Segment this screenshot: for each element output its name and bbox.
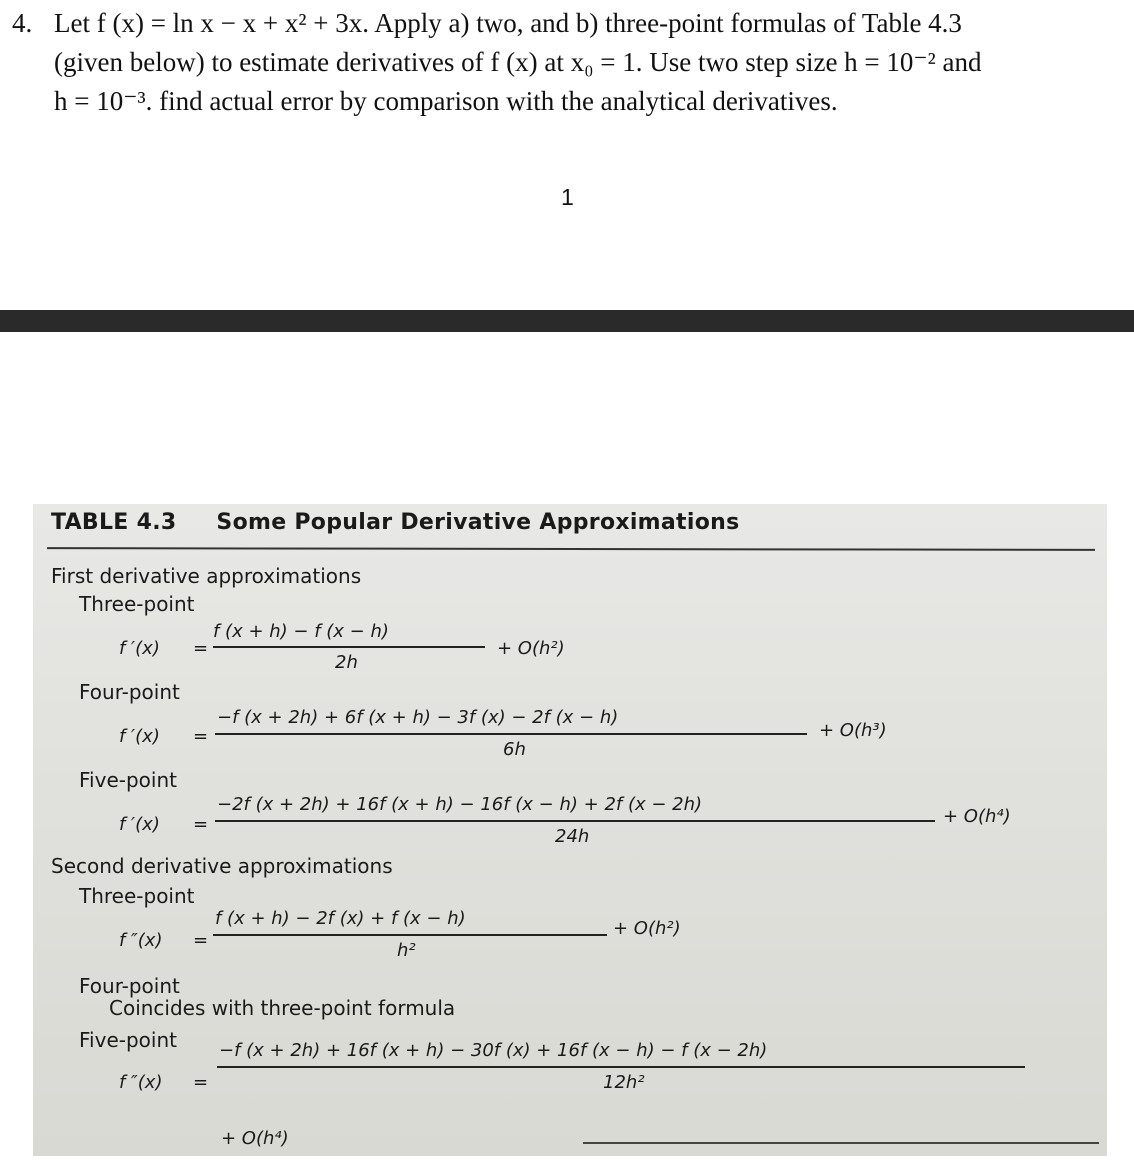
first-five-point-label: Five-point <box>79 768 177 792</box>
first-four-point-equals: = <box>193 726 209 747</box>
first-five-point-numerator: −2f (x + 2h) + 16f (x + h) − 16f (x − h) + 2f (x − 2h) <box>217 794 703 815</box>
page-number: 1 <box>561 184 574 210</box>
first-four-point-lhs: f ′(x) <box>119 726 160 747</box>
second-three-point-fraction-bar <box>213 934 607 936</box>
table-number: TABLE 4.3 <box>51 510 177 535</box>
second-three-point-label: Three-point <box>79 884 195 908</box>
problem-line-3: h = 10⁻³. find actual error by comparison with the analytical derivatives. <box>54 86 838 116</box>
page-divider <box>0 310 1134 332</box>
problem-number: 4. <box>12 8 33 38</box>
problem-line-1: Let f (x) = ln x − x + x² + 3x. Apply a) two, and b) three-point formulas of Table 4.3 <box>54 8 962 38</box>
first-three-point-denominator: 2h <box>335 652 358 673</box>
first-four-point-denominator: 6h <box>503 739 526 760</box>
first-five-point-fraction-bar <box>215 820 935 822</box>
second-five-point-lhs: f ″(x) <box>119 1072 163 1093</box>
first-four-point-label: Four-point <box>79 680 180 704</box>
first-derivative-heading: First derivative approximations <box>51 564 362 588</box>
second-five-point-error: + O(h⁴) <box>221 1128 289 1149</box>
first-five-point-lhs: f ′(x) <box>119 814 160 835</box>
first-three-point-numerator: f (x + h) − f (x − h) <box>213 621 389 642</box>
first-four-point-fraction-bar <box>215 733 807 735</box>
second-derivative-heading: Second derivative approximations <box>51 854 393 878</box>
table-top-rule <box>47 547 1095 551</box>
table-photo <box>33 504 1107 1156</box>
second-three-point-lhs: f ″(x) <box>119 930 163 951</box>
first-five-point-error: + O(h⁴) <box>943 806 1011 827</box>
second-three-point-equals: = <box>193 930 209 951</box>
first-three-point-lhs: f ′(x) <box>119 638 160 659</box>
first-three-point-label: Three-point <box>79 592 195 616</box>
first-five-point-denominator: 24h <box>555 826 590 847</box>
first-four-point-error: + O(h³) <box>819 720 887 741</box>
second-three-point-numerator: f (x + h) − 2f (x) + f (x − h) <box>215 908 466 929</box>
problem-line-2: (given below) to estimate derivatives of f (x) at x₀ = 1. Use two step size h = 10⁻² and <box>54 47 982 77</box>
second-four-point-note: Coincides with three-point formula <box>109 996 456 1020</box>
table-label <box>51 510 739 535</box>
first-three-point-fraction-bar <box>213 646 485 648</box>
second-three-point-denominator: h² <box>397 940 416 961</box>
second-five-point-fraction-bar <box>217 1066 1025 1068</box>
second-five-point-denominator: 12h² <box>603 1072 645 1093</box>
first-four-point-numerator: −f (x + 2h) + 6f (x + h) − 3f (x) − 2f (x − h) <box>217 707 619 728</box>
first-three-point-error: + O(h²) <box>497 638 565 659</box>
second-three-point-error: + O(h²) <box>613 918 681 939</box>
second-four-point-label: Four-point <box>79 974 180 998</box>
first-five-point-equals: = <box>193 814 209 835</box>
second-five-point-numerator: −f (x + 2h) + 16f (x + h) − 30f (x) + 16f (x − h) − f (x − 2h) <box>219 1040 768 1061</box>
first-three-point-equals: = <box>193 638 209 659</box>
second-five-point-label: Five-point <box>79 1028 177 1052</box>
second-five-point-equals: = <box>193 1072 209 1093</box>
table-bottom-rule <box>583 1142 1099 1144</box>
table-title: Some Popular Derivative Approximations <box>216 510 740 535</box>
